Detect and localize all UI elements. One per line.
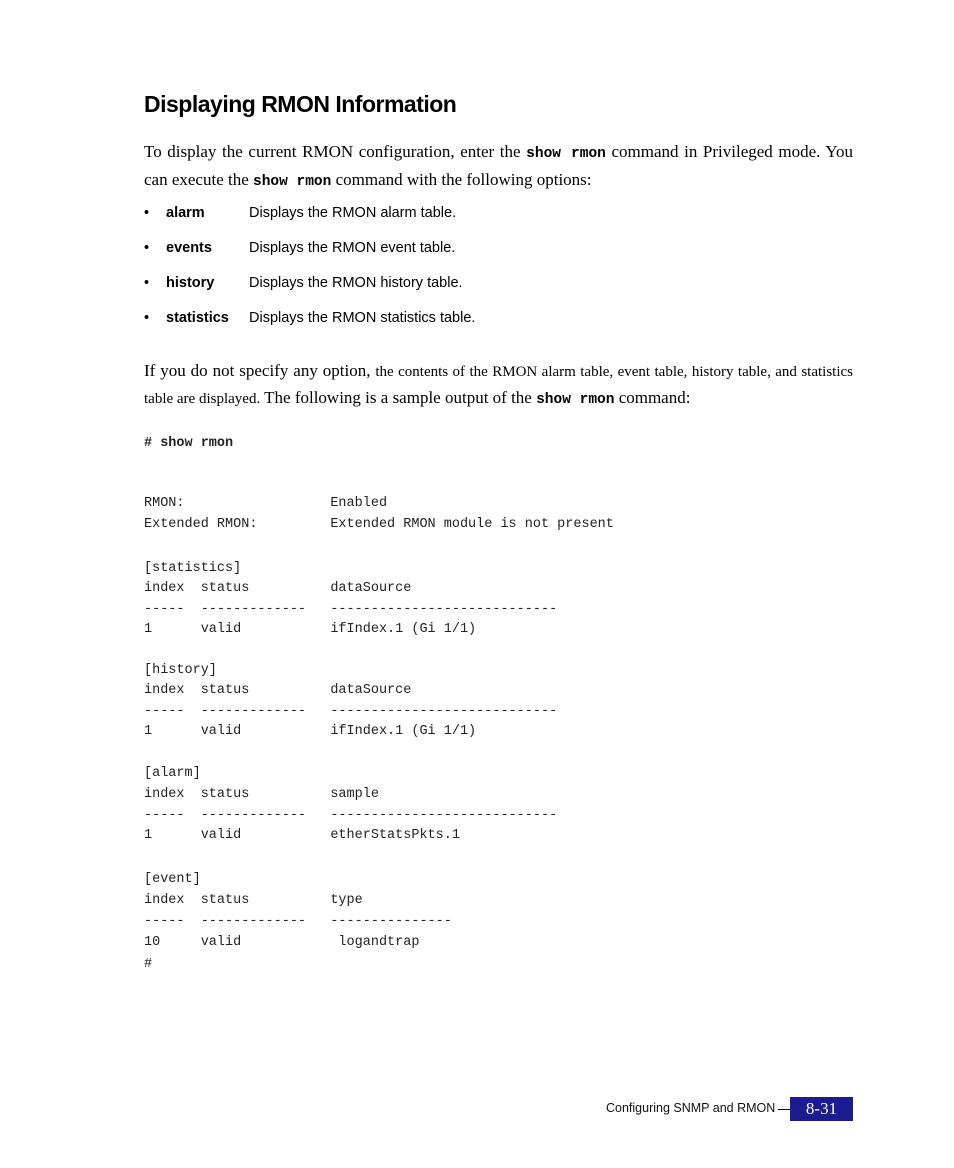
intro-text-1: To display the current RMON configuration, enter the <box>144 142 527 161</box>
code-statistics-rule: ----- ------------- ---------------------------- <box>144 602 558 617</box>
code-alarm-rule: ----- ------------- ---------------------------- <box>144 808 558 823</box>
option-name: events <box>166 240 212 256</box>
option-name: statistics <box>166 310 229 326</box>
output-intro-text-3: The following is a sample output of the <box>260 388 537 407</box>
code-event-rule: ----- ------------- --------------- <box>144 914 452 929</box>
bullet-icon: • <box>144 240 150 256</box>
code-statistics-label: [statistics] <box>144 561 242 576</box>
code-event-header: index status type <box>144 893 363 908</box>
intro-text-2: command in Privileged mode. You can execute the <box>144 142 853 189</box>
output-intro-text-2: the contents of the RMON alarm table, event table, history table, and statistics table are displayed. <box>144 364 853 407</box>
code-statistics-header: index status dataSource <box>144 581 412 596</box>
code-history-label: [history] <box>144 663 217 678</box>
intro-command-1: show rmon <box>526 146 606 162</box>
output-intro-text-1: If you do not specify any option, <box>144 361 376 380</box>
footer-section-title: Configuring SNMP and RMON <box>606 1101 776 1115</box>
bullet-icon: • <box>144 205 150 221</box>
code-history-rule: ----- ------------- ---------------------------- <box>144 704 558 719</box>
option-description: Displays the RMON history table. <box>249 275 463 291</box>
code-extended-rmon: Extended RMON: Extended RMON module is not present <box>144 517 614 532</box>
bullet-icon: • <box>144 275 150 291</box>
footer-divider <box>778 1109 790 1110</box>
option-name: history <box>166 275 215 291</box>
code-history-header: index status dataSource <box>144 683 412 698</box>
output-intro-paragraph <box>144 358 853 413</box>
intro-text-3: command with the following options: <box>331 170 592 189</box>
code-alarm-header: index status sample <box>144 787 379 802</box>
option-description: Displays the RMON statistics table. <box>249 310 476 326</box>
option-description: Displays the RMON event table. <box>249 240 456 256</box>
intro-paragraph <box>144 139 853 195</box>
code-alarm-row: 1 valid etherStatsPkts.1 <box>144 828 460 843</box>
output-intro-text-4: command: <box>614 388 691 407</box>
code-alarm-label: [alarm] <box>144 766 201 781</box>
bullet-icon: • <box>144 310 150 326</box>
code-end-prompt: # <box>144 957 153 972</box>
code-history-row: 1 valid ifIndex.1 (Gi 1/1) <box>144 724 477 739</box>
page-number-badge: 8-31 <box>790 1097 853 1121</box>
code-event-label: [event] <box>144 872 201 887</box>
output-intro-command: show rmon <box>536 392 615 408</box>
code-rmon-status: RMON: Enabled <box>144 496 388 511</box>
option-name: alarm <box>166 205 205 221</box>
code-statistics-row: 1 valid ifIndex.1 (Gi 1/1) <box>144 622 477 637</box>
page-heading: Displaying RMON Information <box>144 91 457 117</box>
code-event-row: 10 valid logandtrap <box>144 935 420 950</box>
code-prompt-line: # show rmon <box>144 436 234 451</box>
option-description: Displays the RMON alarm table. <box>249 205 457 221</box>
intro-command-2: show rmon <box>253 174 332 190</box>
